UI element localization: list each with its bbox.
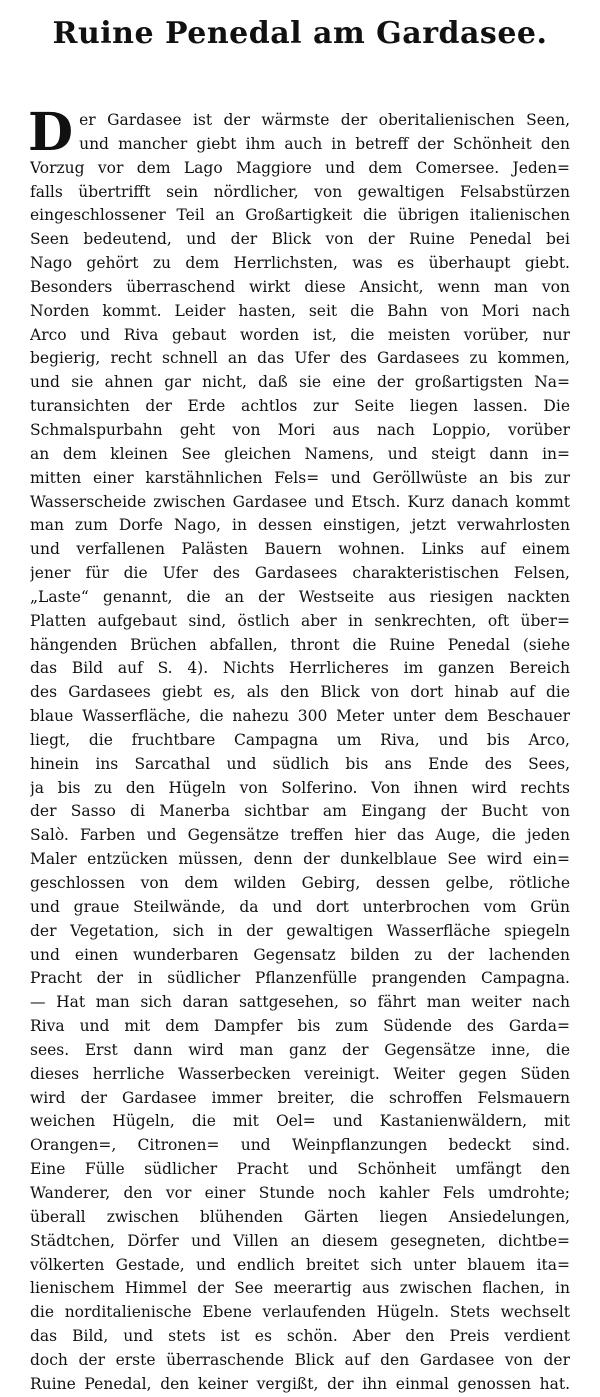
text-line: überall zwischen blühenden Gärten liegen Ansiedelungen, bbox=[30, 1207, 570, 1226]
text-line: des Gardasees giebt es, als den Blick von dort hinab auf die bbox=[30, 683, 570, 702]
text-line: Arco und Riva gebaut worden ist, die meisten vorüber, nur bbox=[30, 325, 570, 344]
text-line: Städtchen, Dörfer und Villen an diesem gesegneten, dichtbe= bbox=[30, 1231, 570, 1250]
text-line: Salò. Farben und Gegensätze treffen hier das Auge, die jeden bbox=[30, 826, 570, 845]
text-line: und verfallenen Palästen Bauern wohnen. Links auf einem bbox=[30, 540, 570, 559]
text-line: völkerten Gestade, und endlich breitet sich unter blauem ita= bbox=[30, 1255, 570, 1274]
text-line: Wasserscheide zwischen Gardasee und Etsch. Kurz danach kommt bbox=[30, 492, 570, 511]
text-line: man zum Dorfe Nago, in dessen einstigen, jetzt verwahrlosten bbox=[30, 516, 570, 535]
text-line: der Vegetation, sich in der gewaltigen Wasserfläche spiegeln bbox=[30, 921, 570, 940]
text-line: jener für die Ufer des Gardasees charakteristischen Felsen, bbox=[30, 564, 570, 583]
text-line: hinein ins Sarcathal und südlich bis ans Ende des Sees, bbox=[30, 754, 570, 773]
text-line: und graue Steilwände, da und dort unterbrochen vom Grün bbox=[30, 897, 570, 916]
text-line: und einen wunderbaren Gegensatz bilden zu der lachenden bbox=[30, 945, 570, 964]
text-line: — Hat man sich daran sattgesehen, so fährt man weiter nach bbox=[30, 993, 570, 1012]
text-line: Riva und mit dem Dampfer bis zum Südende des Garda= bbox=[30, 1017, 570, 1036]
text-line: „Laste“ genannt, die an der Westseite aus riesigen nackten bbox=[30, 587, 570, 606]
text-line: Orangen=, Citronen= und Weinpflanzungen bedeckt sind. bbox=[30, 1136, 570, 1155]
text-line: eingeschlossener Teil an Großartigkeit die übrigen italienischen bbox=[30, 206, 570, 225]
text-line: Vorzug vor dem Lago Maggiore und dem Comersee. Jeden= bbox=[30, 158, 570, 177]
text-line: Schmalspurbahn geht von Mori aus nach Loppio, vorüber bbox=[30, 420, 570, 439]
text-line: an dem kleinen See gleichen Namens, und steigt dann in= bbox=[30, 444, 570, 463]
text-line: Seen bedeutend, und der Blick von der Ruine Penedal bei bbox=[30, 230, 570, 249]
text-line: Platten aufgebaut sind, östlich aber in senkrechten, oft über= bbox=[30, 611, 570, 630]
text-line: die norditalienische Ebene verlaufenden Hügeln. Stets wechselt bbox=[30, 1303, 570, 1322]
text-line: begierig, recht schnell an das Ufer des Gardasees zu kommen, bbox=[30, 349, 570, 368]
text-line: Maler entzücken müssen, denn der dunkelblaue See wird ein= bbox=[30, 850, 570, 869]
text-line: hängenden Brüchen abfallen, thront die Ruine Penedal (siehe bbox=[30, 635, 570, 654]
drop-cap: D bbox=[28, 102, 74, 163]
text-line: dieses herrliche Wasserbecken vereinigt. Weiter gegen Süden bbox=[30, 1064, 570, 1083]
text-line: falls übertrifft sein nördlicher, von gewaltigen Felsabstürzen bbox=[30, 182, 570, 201]
text-line: Wanderer, den vor einer Stunde noch kahler Fels umdrohte; bbox=[30, 1183, 570, 1202]
text-line: wird der Gardasee immer breiter, die schroffen Felsmauern bbox=[30, 1088, 570, 1107]
text-line: weichen Hügeln, die mit Oel= und Kastanienwäldern, mit bbox=[30, 1112, 570, 1131]
text-line: Nago gehört zu dem Herrlichsten, was es überhaupt giebt. bbox=[30, 254, 570, 273]
article-body bbox=[28, 102, 570, 1397]
text-line: und sie ahnen gar nicht, daß sie eine der großartigsten Na= bbox=[30, 373, 570, 392]
text-line: Besonders überraschend wirkt diese Ansicht, wenn man von bbox=[30, 277, 570, 296]
text-line: blaue Wasserfläche, die nahezu 300 Meter unter dem Beschauer bbox=[30, 707, 570, 726]
text-line: turansichten der Erde achtlos zur Seite liegen lassen. Die bbox=[30, 397, 570, 416]
text-line: Pracht der in südlicher Pflanzenfülle prangenden Campagna. bbox=[30, 969, 570, 988]
text-line: lienischem Himmel der See meerartig aus zwischen flachen, in bbox=[30, 1279, 570, 1298]
text-line: sees. Erst dann wird man ganz der Gegensätze inne, die bbox=[30, 1040, 570, 1059]
text-line: er Gardasee ist der wärmste der oberitalienischen Seen, bbox=[79, 111, 570, 129]
text-line: der Sasso di Manerba sichtbar am Eingang der Bucht von bbox=[30, 802, 570, 821]
text-line: ja bis zu den Hügeln von Solferino. Von ihnen wird rechts bbox=[30, 778, 570, 797]
article-title: Ruine Penedal am Gardasee. bbox=[52, 16, 548, 51]
text-line: Ruine Penedal, den keiner vergißt, der ihn einmal genossen hat. bbox=[30, 1374, 570, 1393]
text-line: doch der erste überraschende Blick auf den Gardasee von der bbox=[30, 1350, 570, 1369]
text-line: das Bild, und stets ist es schön. Aber den Preis verdient bbox=[30, 1327, 570, 1346]
text-line: Norden kommt. Leider hasten, seit die Bahn von Mori nach bbox=[30, 301, 570, 320]
text-line: Eine Fülle südlicher Pracht und Schönheit umfängt den bbox=[30, 1160, 570, 1179]
text-line: liegt, die fruchtbare Campagna um Riva, und bis Arco, bbox=[30, 730, 570, 749]
text-line: geschlossen von dem wilden Gebirg, dessen gelbe, rötliche bbox=[30, 874, 570, 892]
text-line: das Bild auf S. 4). Nichts Herrlicheres im ganzen Bereich bbox=[30, 659, 570, 678]
text-line: und mancher giebt ihm auch in betreff der Schönheit den bbox=[79, 134, 570, 153]
text-line: mitten einer karstähnlichen Fels= und Geröllwüste an bis zur bbox=[30, 468, 570, 487]
